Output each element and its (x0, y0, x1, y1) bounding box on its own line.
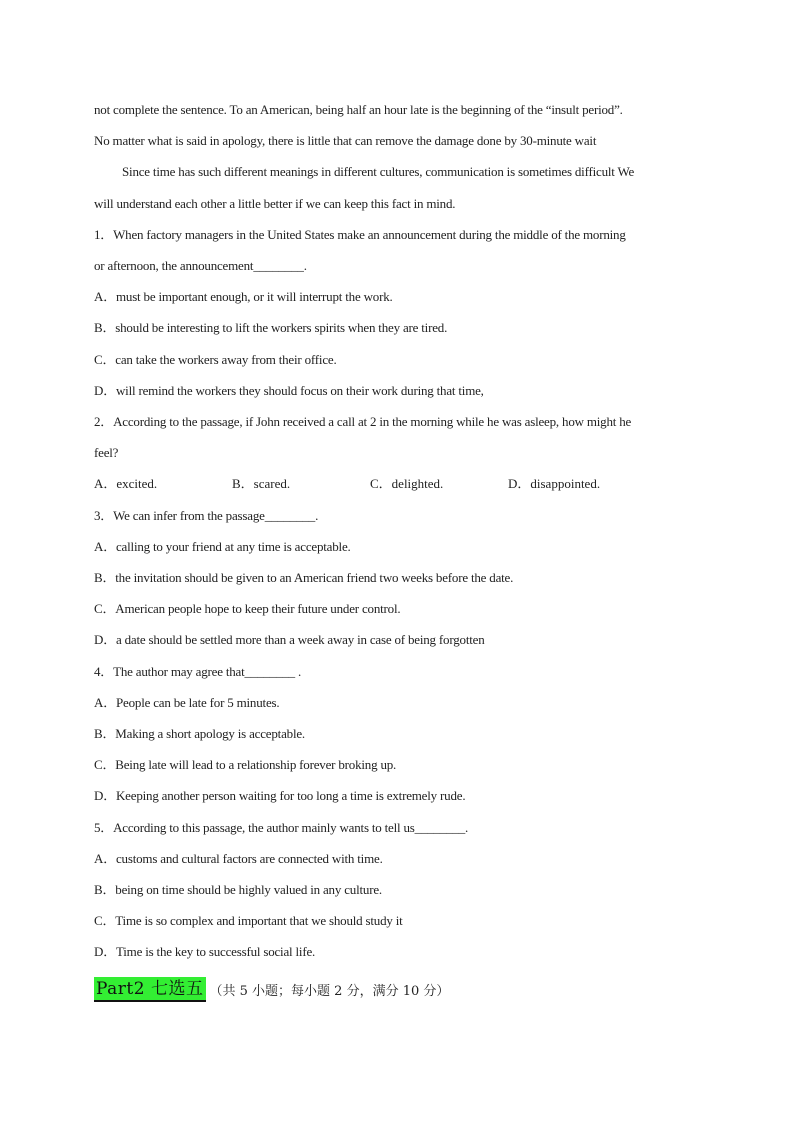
question-2-option-a: A．excited. (94, 476, 158, 491)
question-3-option-b: B．the invitation should be given to an American friend two weeks before the date. (94, 570, 514, 585)
question-5-stem: 5．According to this passage, the author mainly wants to tell us________. (94, 820, 469, 835)
passage-line: Since time has such different meanings in different cultures, communication is sometimes difficult We (122, 164, 635, 179)
question-2-stem-cont: feel? (94, 445, 119, 460)
question-2-option-c: C．delighted. (370, 476, 444, 491)
question-3-option-c: C．American people hope to keep their future under control. (94, 601, 401, 616)
question-1-option-d: D．will remind the workers they should focus on their work during that time, (94, 383, 484, 398)
question-3-stem: 3．We can infer from the passage________. (94, 508, 319, 523)
section-score-note: （共 5 小题；每小题 2 分，满分 10 分） (209, 983, 450, 999)
question-4-option-d: D．Keeping another person waiting for too long a time is extremely rude. (94, 788, 466, 803)
question-1-stem-cont: or afternoon, the announcement________. (94, 258, 307, 273)
question-4-option-c: C．Being late will lead to a relationship forever broking up. (94, 757, 397, 772)
question-4-stem: 4．The author may agree that________ . (94, 664, 302, 679)
passage-line: No matter what is said in apology, there is little that can remove the damage done by 30-minute wait (94, 133, 597, 148)
question-1-option-c: C．can take the workers away from their office. (94, 352, 337, 367)
section-badge: Part2 七选五 (94, 977, 206, 1002)
question-3-option-d: D．a date should be settled more than a week away in case of being forgotten (94, 632, 485, 647)
question-3-option-a: A．calling to your friend at any time is acceptable. (94, 539, 351, 554)
question-5-option-b: B．being on time should be highly valued in any culture. (94, 882, 382, 897)
question-2-option-d: D．disappointed. (508, 476, 601, 491)
question-5-option-c: C．Time is so complex and important that we should study it (94, 913, 403, 928)
question-1-option-a: A．must be important enough, or it will interrupt the work. (94, 289, 393, 304)
question-5-option-a: A．customs and cultural factors are connected with time. (94, 851, 383, 866)
question-5-option-d: D．Time is the key to successful social life. (94, 944, 316, 959)
question-1-stem: 1．When factory managers in the United States make an announcement during the middle of the morning (94, 227, 626, 242)
section-header (94, 976, 449, 1002)
question-2-stem: 2．According to the passage, if John received a call at 2 in the morning while he was asleep, how might he (94, 414, 632, 429)
question-4-option-b: B．Making a short apology is acceptable. (94, 726, 305, 741)
question-2-option-b: B．scared. (232, 476, 291, 491)
question-4-option-a: A．People can be late for 5 minutes. (94, 695, 280, 710)
passage-line: not complete the sentence. To an American, being half an hour late is the beginning of the “insult period”. (94, 102, 623, 117)
question-1-option-b: B．should be interesting to lift the workers spirits when they are tired. (94, 320, 448, 335)
passage-line: will understand each other a little better if we can keep this fact in mind. (94, 196, 456, 211)
